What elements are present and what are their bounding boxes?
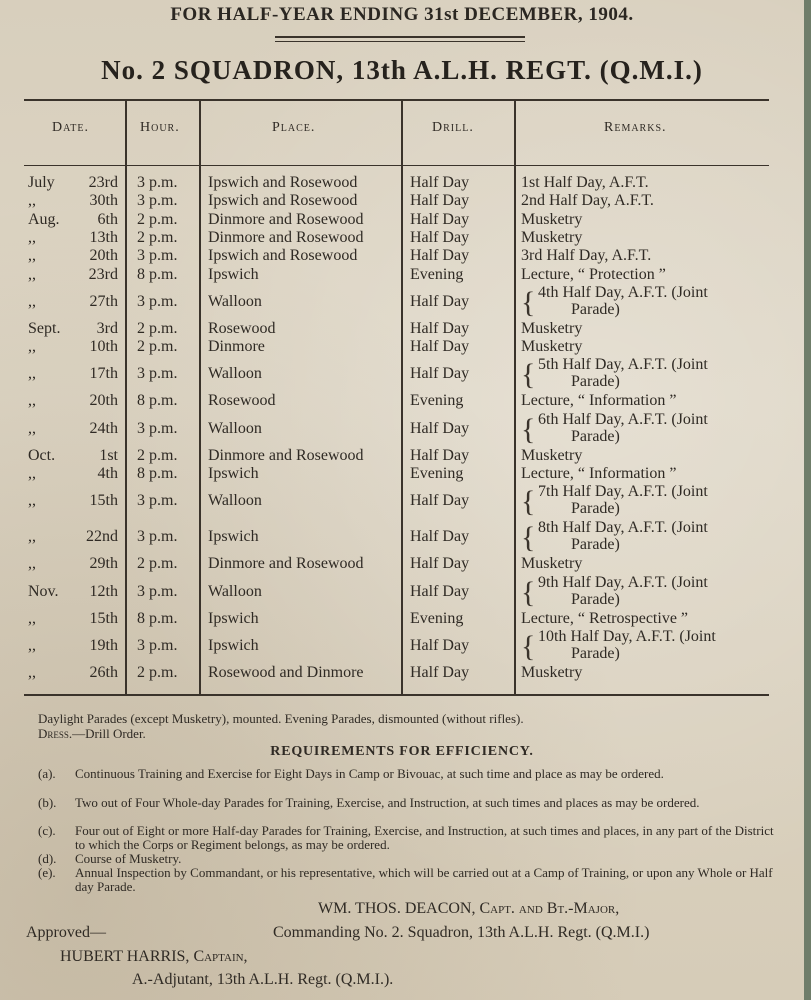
- place-cell: Rosewood: [208, 319, 276, 337]
- brace-glyph: {: [521, 629, 536, 663]
- remark-cell: 8th Half Day, A.F.T. (Joint: [538, 519, 708, 537]
- remark-cell: Musketry: [521, 338, 583, 356]
- brace-glyph: {: [521, 575, 536, 609]
- hour-cell: 3 p.m.: [137, 174, 178, 191]
- place-cell: Rosewood: [208, 392, 276, 410]
- brace-glyph: {: [521, 412, 536, 446]
- remark-cell: 3rd Half Day, A.F.T.: [521, 247, 652, 265]
- drill-cell: Half Day: [410, 292, 470, 310]
- hour-cell: 3 p.m.: [137, 365, 178, 383]
- commander-signature-line: [318, 900, 619, 918]
- date-month: ,,: [28, 392, 36, 410]
- remark-cell: Musketry: [521, 663, 583, 681]
- date-month: ,,: [28, 528, 36, 546]
- brace-glyph: {: [521, 521, 536, 555]
- hour-cell: 8 p.m.: [137, 609, 178, 627]
- remark-cell: Musketry: [521, 210, 583, 228]
- remark-cell: Lecture, “ Protection ”: [521, 265, 666, 283]
- place-cell: Walloon: [208, 582, 262, 600]
- remark-cell: 7th Half Day, A.F.T. (Joint: [538, 483, 708, 501]
- place-cell: Walloon: [208, 292, 262, 310]
- date-month: Nov.: [28, 582, 59, 600]
- drill-cell: Half Day: [410, 365, 470, 383]
- brace-glyph: {: [521, 358, 536, 392]
- place-cell: Ipswich: [208, 528, 259, 546]
- requirement-text: Course of Musketry.: [75, 851, 182, 866]
- place-cell: Ipswich and Rosewood: [208, 247, 358, 265]
- requirements-heading: REQUIREMENTS FOR EFFICIENCY.: [270, 744, 534, 759]
- table-row: [0, 247, 804, 267]
- table-header-rule: [24, 165, 769, 166]
- date-month: ,,: [28, 419, 36, 437]
- adjutant-role: A.-Adjutant, 13th A.L.H. Regt. (Q.M.I.).: [132, 971, 394, 988]
- hour-cell: 3 p.m.: [137, 636, 178, 654]
- hour-cell: 3 p.m.: [137, 492, 178, 510]
- hour-cell: 2 p.m.: [137, 663, 178, 681]
- table-row: [0, 229, 804, 249]
- requirement-item: [38, 796, 778, 824]
- drill-cell: Half Day: [410, 174, 470, 191]
- requirement-item: [38, 824, 778, 852]
- date-month: ,,: [28, 247, 36, 265]
- remark-cell: Lecture, “ Information ”: [521, 465, 677, 482]
- drill-cell: Evening: [410, 265, 464, 283]
- drill-cell: Half Day: [410, 528, 470, 546]
- date-month: ,,: [28, 492, 36, 510]
- remark-cell: Musketry: [521, 319, 583, 337]
- requirement-label: (d).: [38, 851, 57, 866]
- requirement-label: (e).: [38, 865, 56, 880]
- place-cell: Ipswich and Rosewood: [208, 174, 358, 191]
- drill-cell: Half Day: [410, 663, 470, 681]
- place-cell: Dinmore and Rosewood: [208, 210, 364, 228]
- place-cell: Walloon: [208, 492, 262, 510]
- date-day: 22nd: [86, 528, 118, 546]
- date-day: 13th: [89, 228, 118, 246]
- remark-cell: 6th Half Day, A.F.T. (Joint: [538, 410, 708, 428]
- remark-continuation: Parade): [571, 500, 620, 518]
- drill-cell: Half Day: [410, 228, 470, 246]
- place-cell: Dinmore and Rosewood: [208, 446, 364, 464]
- remark-continuation: Parade): [571, 373, 620, 391]
- date-day: 15th: [89, 492, 118, 510]
- drill-cell: Half Day: [410, 247, 470, 265]
- place-cell: Ipswich: [208, 636, 259, 654]
- header-rule-thin: [275, 41, 525, 42]
- table-row: [0, 320, 804, 340]
- place-cell: Ipswich: [208, 609, 259, 627]
- date-day: 23rd: [88, 265, 118, 283]
- hour-cell: 2 p.m.: [137, 555, 178, 573]
- adjutant-rank: Captain,: [193, 948, 248, 965]
- requirement-item: [38, 852, 778, 866]
- table-row: [0, 211, 804, 231]
- drill-cell: Half Day: [410, 492, 470, 510]
- table-row: [0, 447, 804, 467]
- drill-cell: Half Day: [410, 636, 470, 654]
- remark-cell: Lecture, “ Information ”: [521, 392, 677, 410]
- table-row: [0, 664, 804, 684]
- date-day: 12th: [89, 582, 118, 600]
- date-day: 19th: [89, 636, 118, 654]
- hour-cell: 3 p.m.: [137, 192, 178, 210]
- remark-cell: Musketry: [521, 228, 583, 246]
- date-month: Aug.: [28, 210, 60, 228]
- date-month: July: [28, 174, 55, 191]
- remark-continuation: Parade): [571, 590, 620, 608]
- place-cell: Dinmore: [208, 338, 265, 356]
- requirement-text: Continuous Training and Exercise for Eight Days in Camp or Bivouac, at such time and place as may be ordered.: [75, 766, 664, 781]
- drill-cell: Evening: [410, 609, 464, 627]
- table-row: [0, 465, 804, 485]
- date-month: ,,: [28, 465, 36, 482]
- column-header-drill: Drill.: [432, 120, 474, 135]
- date-day: 27th: [89, 292, 118, 310]
- requirement-item: [38, 866, 778, 894]
- hour-cell: 2 p.m.: [137, 210, 178, 228]
- requirement-text: Two out of Four Whole-day Parades for Training, Exercise, and Instruction, at such times and places as may be ordered.: [75, 795, 700, 810]
- drill-cell: Half Day: [410, 210, 470, 228]
- date-day: 17th: [89, 365, 118, 383]
- hour-cell: 8 p.m.: [137, 265, 178, 283]
- hour-cell: 3 p.m.: [137, 419, 178, 437]
- hour-cell: 2 p.m.: [137, 446, 178, 464]
- dress-label: Dress.: [38, 726, 73, 741]
- date-day: 10th: [89, 338, 118, 356]
- document-title: No. 2 SQUADRON, 13th A.L.H. REGT. (Q.M.I.): [101, 55, 703, 85]
- requirement-text: Four out of Eight or more Half-day Parades for Training, Exercise, and Instruction, at such times and places, in any part of the District to which the Corps or Regiment belongs, as may be ordered.: [75, 823, 774, 852]
- remark-cell: Lecture, “ Retrospective ”: [521, 609, 689, 627]
- header-rule: [275, 36, 525, 38]
- remark-cell: 9th Half Day, A.F.T. (Joint: [538, 573, 708, 591]
- table-row: [0, 192, 804, 212]
- date-month: ,,: [28, 555, 36, 573]
- commander-role: Commanding No. 2. Squadron, 13th A.L.H. Regt. (Q.M.I.): [273, 924, 650, 941]
- dress-note: [38, 726, 146, 741]
- remark-cell: 10th Half Day, A.F.T. (Joint: [538, 627, 716, 645]
- date-month: ,,: [28, 365, 36, 383]
- adjutant-name: HUBERT HARRIS,: [60, 948, 190, 965]
- table-row: [0, 392, 804, 412]
- place-cell: Ipswich: [208, 465, 259, 482]
- drill-cell: Half Day: [410, 582, 470, 600]
- remark-cell: 2nd Half Day, A.F.T.: [521, 192, 654, 210]
- hour-cell: 2 p.m.: [137, 319, 178, 337]
- date-day: 24th: [89, 419, 118, 437]
- date-day: 3rd: [96, 319, 118, 337]
- hour-cell: 2 p.m.: [137, 338, 178, 356]
- date-day: 6th: [97, 210, 118, 228]
- remark-continuation: Parade): [571, 427, 620, 445]
- requirement-label: (a).: [38, 766, 56, 781]
- remark-cell: 4th Half Day, A.F.T. (Joint: [538, 283, 708, 301]
- place-cell: Rosewood and Dinmore: [208, 663, 364, 681]
- date-month: ,,: [28, 192, 36, 210]
- place-cell: Ipswich: [208, 265, 259, 283]
- table-row: [0, 174, 804, 194]
- remark-cell: Musketry: [521, 446, 583, 464]
- column-header-remarks: Remarks.: [604, 120, 667, 135]
- date-month: ,,: [28, 609, 36, 627]
- brace-glyph: {: [521, 485, 536, 519]
- remark-continuation: Parade): [571, 644, 620, 662]
- date-month: ,,: [28, 228, 36, 246]
- drill-cell: Half Day: [410, 446, 470, 464]
- drill-cell: Half Day: [410, 419, 470, 437]
- date-day: 20th: [89, 247, 118, 265]
- approved-label: Approved—: [26, 924, 106, 941]
- drill-cell: Half Day: [410, 319, 470, 337]
- requirement-item: [38, 767, 778, 795]
- column-header-hour: Hour.: [140, 120, 180, 135]
- hour-cell: 3 p.m.: [137, 247, 178, 265]
- commander-name: WM. THOS. DEACON,: [318, 900, 476, 917]
- table-top-rule: [24, 99, 769, 101]
- requirement-text: Annual Inspection by Commandant, or his representative, which will be carried out at a Camp of Training, or upon any Whole or Half day Parade.: [75, 865, 773, 894]
- column-header-date: Date.: [52, 120, 89, 135]
- date-day: 4th: [97, 465, 118, 482]
- remark-continuation: Parade): [571, 300, 620, 318]
- place-cell: Walloon: [208, 365, 262, 383]
- date-day: 30th: [89, 192, 118, 210]
- requirement-label: (b).: [38, 795, 57, 810]
- dress-value: —Drill Order.: [72, 726, 146, 741]
- table-row: [0, 555, 804, 575]
- column-header-place: Place.: [272, 120, 316, 135]
- place-cell: Dinmore and Rosewood: [208, 555, 364, 573]
- hour-cell: 2 p.m.: [137, 228, 178, 246]
- date-day: 26th: [89, 663, 118, 681]
- date-day: 1st: [99, 446, 118, 464]
- table-row: [0, 266, 804, 286]
- date-month: ,,: [28, 265, 36, 283]
- remark-cell: 1st Half Day, A.F.T.: [521, 174, 649, 191]
- brace-glyph: {: [521, 285, 536, 319]
- date-day: 15th: [89, 609, 118, 627]
- parades-note: Daylight Parades (except Musketry), mounted. Evening Parades, dismounted (without rifles).: [38, 711, 524, 726]
- date-day: 23rd: [88, 174, 118, 191]
- drill-cell: Half Day: [410, 555, 470, 573]
- drill-cell: Half Day: [410, 338, 470, 356]
- hour-cell: 3 p.m.: [137, 528, 178, 546]
- period-heading: FOR HALF-YEAR ENDING 31st DECEMBER, 1904.: [170, 4, 634, 25]
- date-day: 20th: [89, 392, 118, 410]
- requirement-label: (c).: [38, 823, 56, 838]
- date-month: Sept.: [28, 319, 61, 337]
- drill-cell: Evening: [410, 465, 464, 482]
- remark-continuation: Parade): [571, 536, 620, 554]
- place-cell: Ipswich and Rosewood: [208, 192, 358, 210]
- place-cell: Dinmore and Rosewood: [208, 228, 364, 246]
- adjutant-signature-line: [60, 948, 248, 966]
- commander-rank: Capt. and Bt.-Major,: [479, 900, 620, 917]
- hour-cell: 8 p.m.: [137, 465, 178, 482]
- remark-cell: Musketry: [521, 555, 583, 573]
- date-month: ,,: [28, 636, 36, 654]
- date-month: ,,: [28, 663, 36, 681]
- hour-cell: 8 p.m.: [137, 392, 178, 410]
- drill-cell: Evening: [410, 392, 464, 410]
- date-month: ,,: [28, 292, 36, 310]
- date-month: Oct.: [28, 446, 56, 464]
- hour-cell: 3 p.m.: [137, 582, 178, 600]
- date-day: 29th: [89, 555, 118, 573]
- hour-cell: 3 p.m.: [137, 292, 178, 310]
- date-month: ,,: [28, 338, 36, 356]
- table-bottom-rule: [24, 694, 769, 696]
- place-cell: Walloon: [208, 419, 262, 437]
- drill-cell: Half Day: [410, 192, 470, 210]
- remark-cell: 5th Half Day, A.F.T. (Joint: [538, 356, 708, 374]
- table-row: [0, 338, 804, 358]
